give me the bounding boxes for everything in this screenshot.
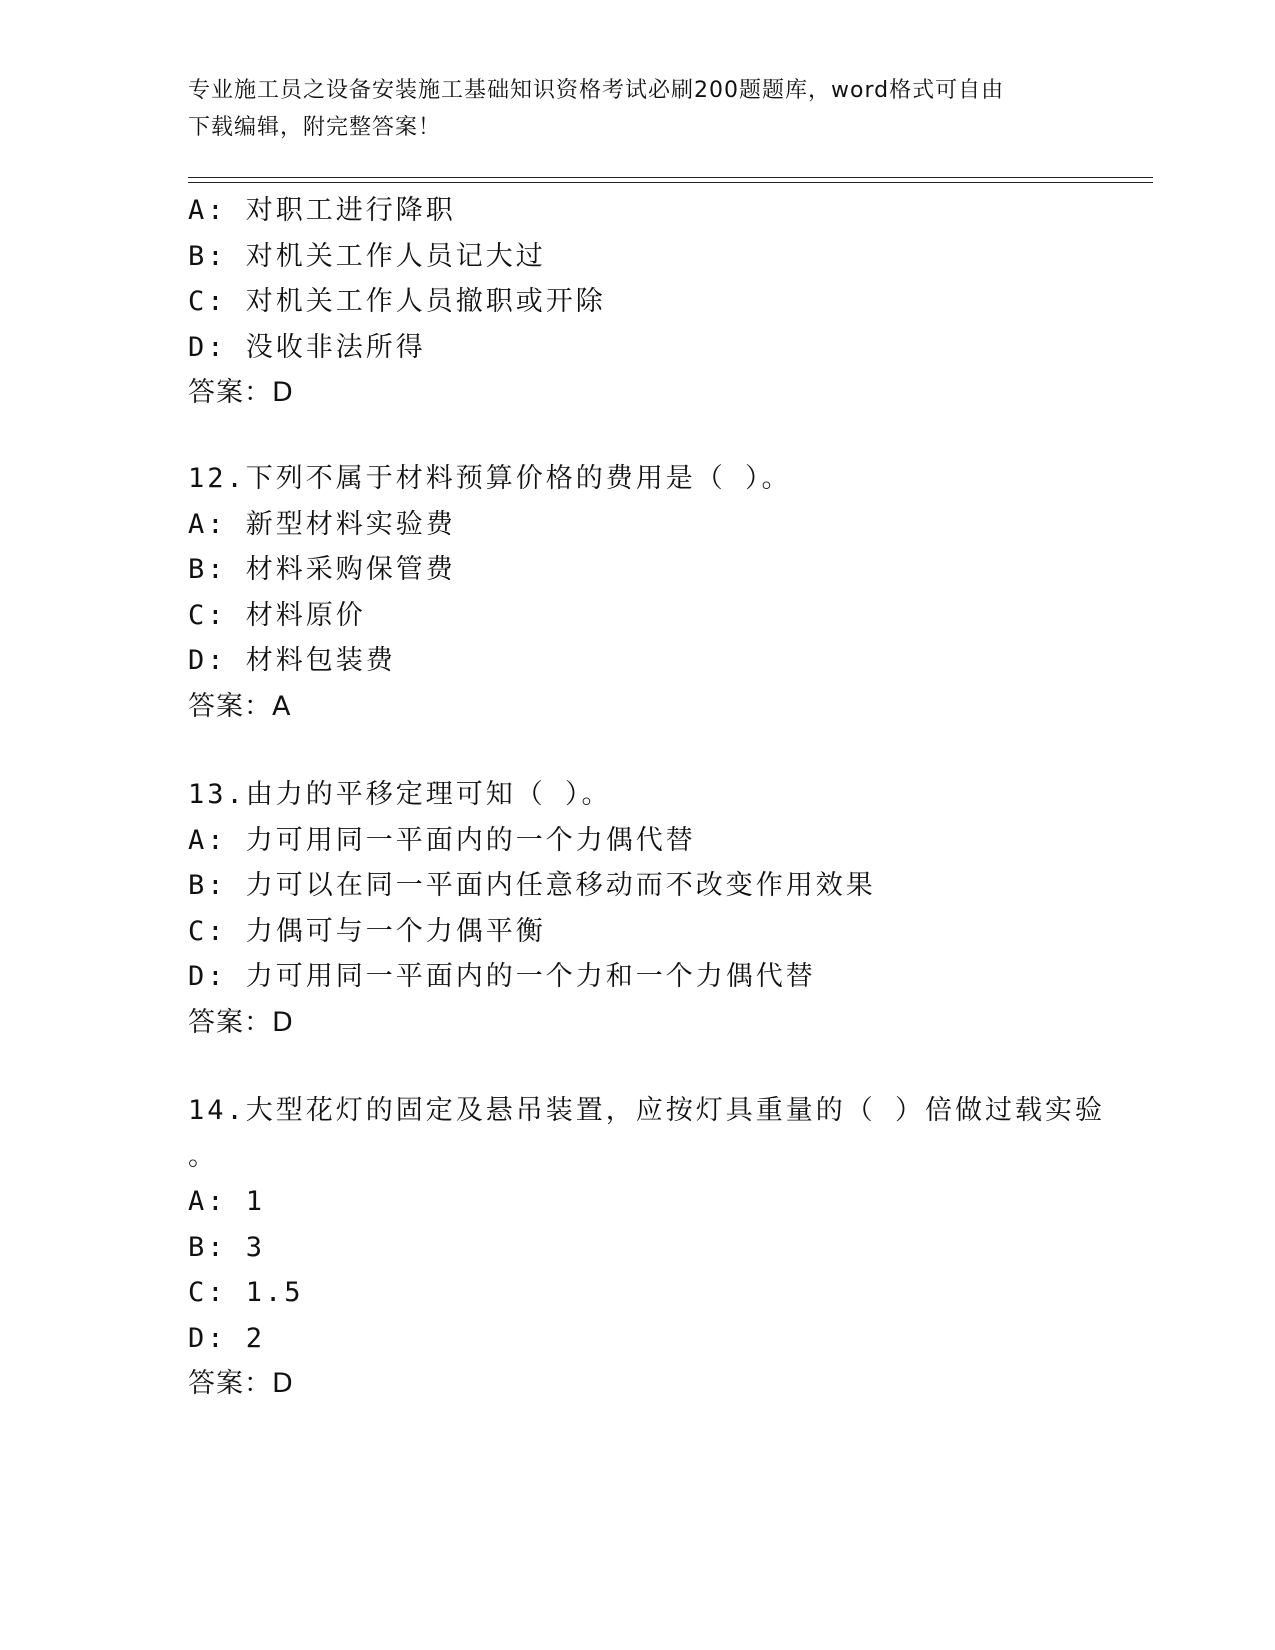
option-d: D: 材料包装费 [188,645,396,676]
option-d: D: 没收非法所得 [188,331,426,363]
option-b: B: 力可以在同一平面内任意移动而不改变作用效果 [188,870,876,901]
header-line-2: 下载编辑，附完整答案！ [188,115,442,140]
option-b: B: 对机关工作人员记大过 [188,240,546,272]
answer-line: 答案：A [188,690,292,722]
question-14-block [188,1088,1148,1407]
question-11-block [188,188,1148,416]
question-13-block [188,772,1148,1045]
option-a: A: 力可用同一平面内的一个力偶代替 [188,824,696,856]
option-c: C: 对机关工作人员撤职或开除 [188,286,606,317]
header-divider-top [188,177,1153,178]
option-d: D: 力可用同一平面内的一个力和一个力偶代替 [188,961,816,992]
option-c: C: 力偶可与一个力偶平衡 [188,915,546,947]
header-line-1: 专业施工员之设备安装施工基础知识资格考试必刷200题题库，word格式可自由 [188,78,1005,103]
answer-line: 答案：D [188,1368,294,1399]
option-c: C: 材料原价 [188,599,366,631]
question-text: 12.下列不属于材料预算价格的费用是（ ）。 [188,463,792,494]
option-a: A: 对职工进行降职 [188,195,456,226]
question-12-block [188,456,1148,729]
document-header [188,72,1068,146]
question-text-line-1: 14.大型花灯的固定及悬吊装置，应按灯具重量的（ ）倍做过载实验 [188,1095,1106,1126]
question-text-line-2: 。 [188,1140,218,1172]
header-divider-bottom [188,182,1153,183]
option-b: B: 材料采购保管费 [188,554,456,585]
answer-line: 答案：D [188,1006,294,1038]
option-c: C: 1.5 [188,1277,304,1308]
option-d: D: 2 [188,1322,266,1354]
option-a: A: 新型材料实验费 [188,508,456,540]
option-b: B: 3 [188,1231,266,1263]
question-text: 13.由力的平移定理可知（ ）。 [188,779,612,810]
answer-line: 答案：D [188,377,294,408]
option-a: A: 1 [188,1186,266,1217]
